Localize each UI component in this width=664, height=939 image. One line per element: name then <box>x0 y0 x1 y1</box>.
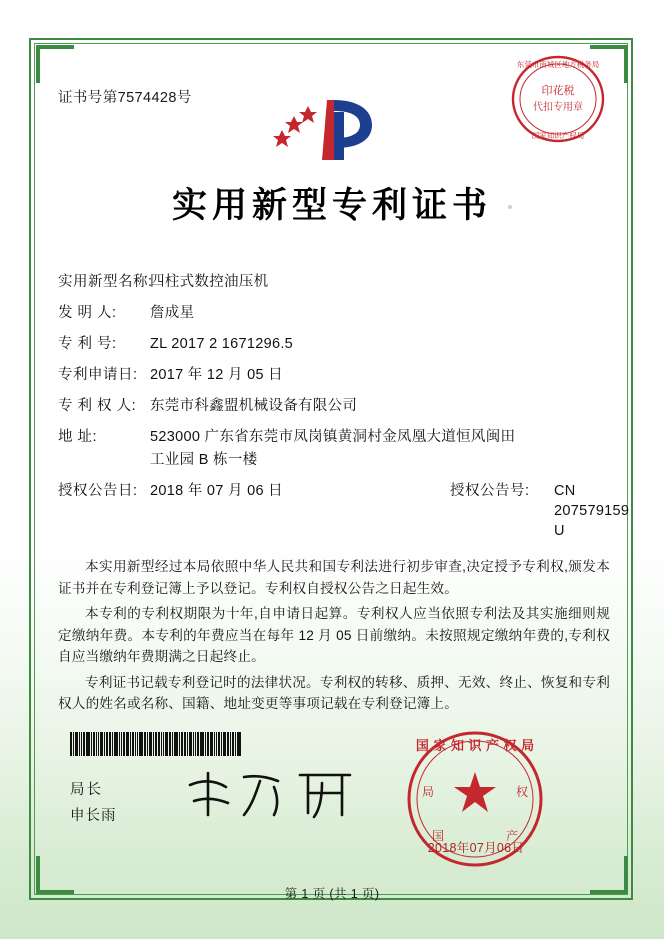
field-row-patentee <box>58 396 618 416</box>
svg-text:产: 产 <box>505 829 519 843</box>
tax-stamp-seal-icon <box>509 50 607 148</box>
svg-text:局: 局 <box>421 785 435 799</box>
svg-text:国 家 知 识 产 权 局: 国 家 知 识 产 权 局 <box>415 739 535 754</box>
seal-date: 2018年07月06日 <box>427 841 525 855</box>
svg-text:东莞市南城区地方税务局: 东莞市南城区地方税务局 <box>516 60 600 69</box>
page-title: 实用新型专利证书 <box>171 185 492 226</box>
field-row-inventor <box>58 303 618 323</box>
corner-ornament-top-left <box>36 45 74 83</box>
title-decorative-dot <box>508 205 512 209</box>
director-label: 局长 <box>70 782 103 798</box>
field-row-application-date <box>58 365 618 385</box>
svg-text:国家知识产权局: 国家知识产权局 <box>531 131 585 140</box>
svg-text:国: 国 <box>431 829 445 843</box>
certificate-number: 证书号第7574428号 <box>58 90 192 106</box>
field-label: 实用新型名称: <box>58 274 153 290</box>
paragraph-2: 本专利的专利权期限为十年,自申请日起算。专利权人应当依照专利法及其实施细则规定缴纳年费。本专利的年费应当在每年 12 月 05 日前缴纳。未按照规定缴纳年费的,专利权自应当缴纳年费期满之日起终止。 <box>58 606 610 664</box>
body-text <box>58 556 610 719</box>
field-value: 2017 年 12 月 05 日 <box>150 367 283 383</box>
field-value: ZL 2017 2 1671296.5 <box>150 336 294 352</box>
field-value-grant-date: 2018 年 07 月 06 日 <box>150 483 283 499</box>
field-list <box>58 272 630 552</box>
field-row-grant <box>58 481 630 541</box>
field-value-grant-number: CN 207579159 U <box>554 483 630 539</box>
page-footer: 第 1 页 (共 1 页) <box>284 887 380 901</box>
field-label-grant-number: 授权公告号: <box>450 483 530 499</box>
field-row-patent-number <box>58 334 618 354</box>
handwritten-signature-icon <box>182 763 372 825</box>
paragraph-1: 本实用新型经过本局依照中华人民共和国专利法进行初步审查,决定授予专利权,颁发本证书并在专利登记簿上予以登记。专利权自授权公告之日起生效。 <box>58 559 610 596</box>
field-value-address <box>150 427 618 470</box>
svg-text:代扣专用章: 代扣专用章 <box>533 102 583 113</box>
barcode-icon <box>70 732 266 756</box>
address-line-1: 523000 广东省东莞市凤岗镇黄洞村金凤凰大道恒风闽田 <box>150 429 516 445</box>
field-value: 东莞市科鑫盟机械设备有限公司 <box>150 398 358 414</box>
field-value: 詹成星 <box>150 305 195 321</box>
patent-office-emblem-icon <box>272 92 388 168</box>
field-label-grant-date: 授权公告日: <box>58 483 138 499</box>
field-row-name <box>58 272 618 292</box>
svg-text:权: 权 <box>515 785 529 799</box>
address-line-2: 工业园 B 栋一楼 <box>150 452 258 468</box>
field-label: 地 址: <box>58 429 98 445</box>
field-row-address <box>58 427 618 470</box>
field-label: 发 明 人: <box>58 305 117 321</box>
field-label: 专 利 权 人: <box>58 398 137 414</box>
paragraph-3: 专利证书记载专利登记时的法律状况。专利权的转移、质押、无效、终止、恢复和专利权人的姓名或名称、国籍、地址变更等事项记载在专利登记簿上。 <box>58 674 610 711</box>
svg-text:印花税: 印花税 <box>541 84 575 97</box>
field-label: 专利申请日: <box>58 367 138 383</box>
field-value: 四柱式数控油压机 <box>150 274 269 290</box>
field-label: 专 利 号: <box>58 336 117 352</box>
director-name: 申长雨 <box>70 808 117 824</box>
